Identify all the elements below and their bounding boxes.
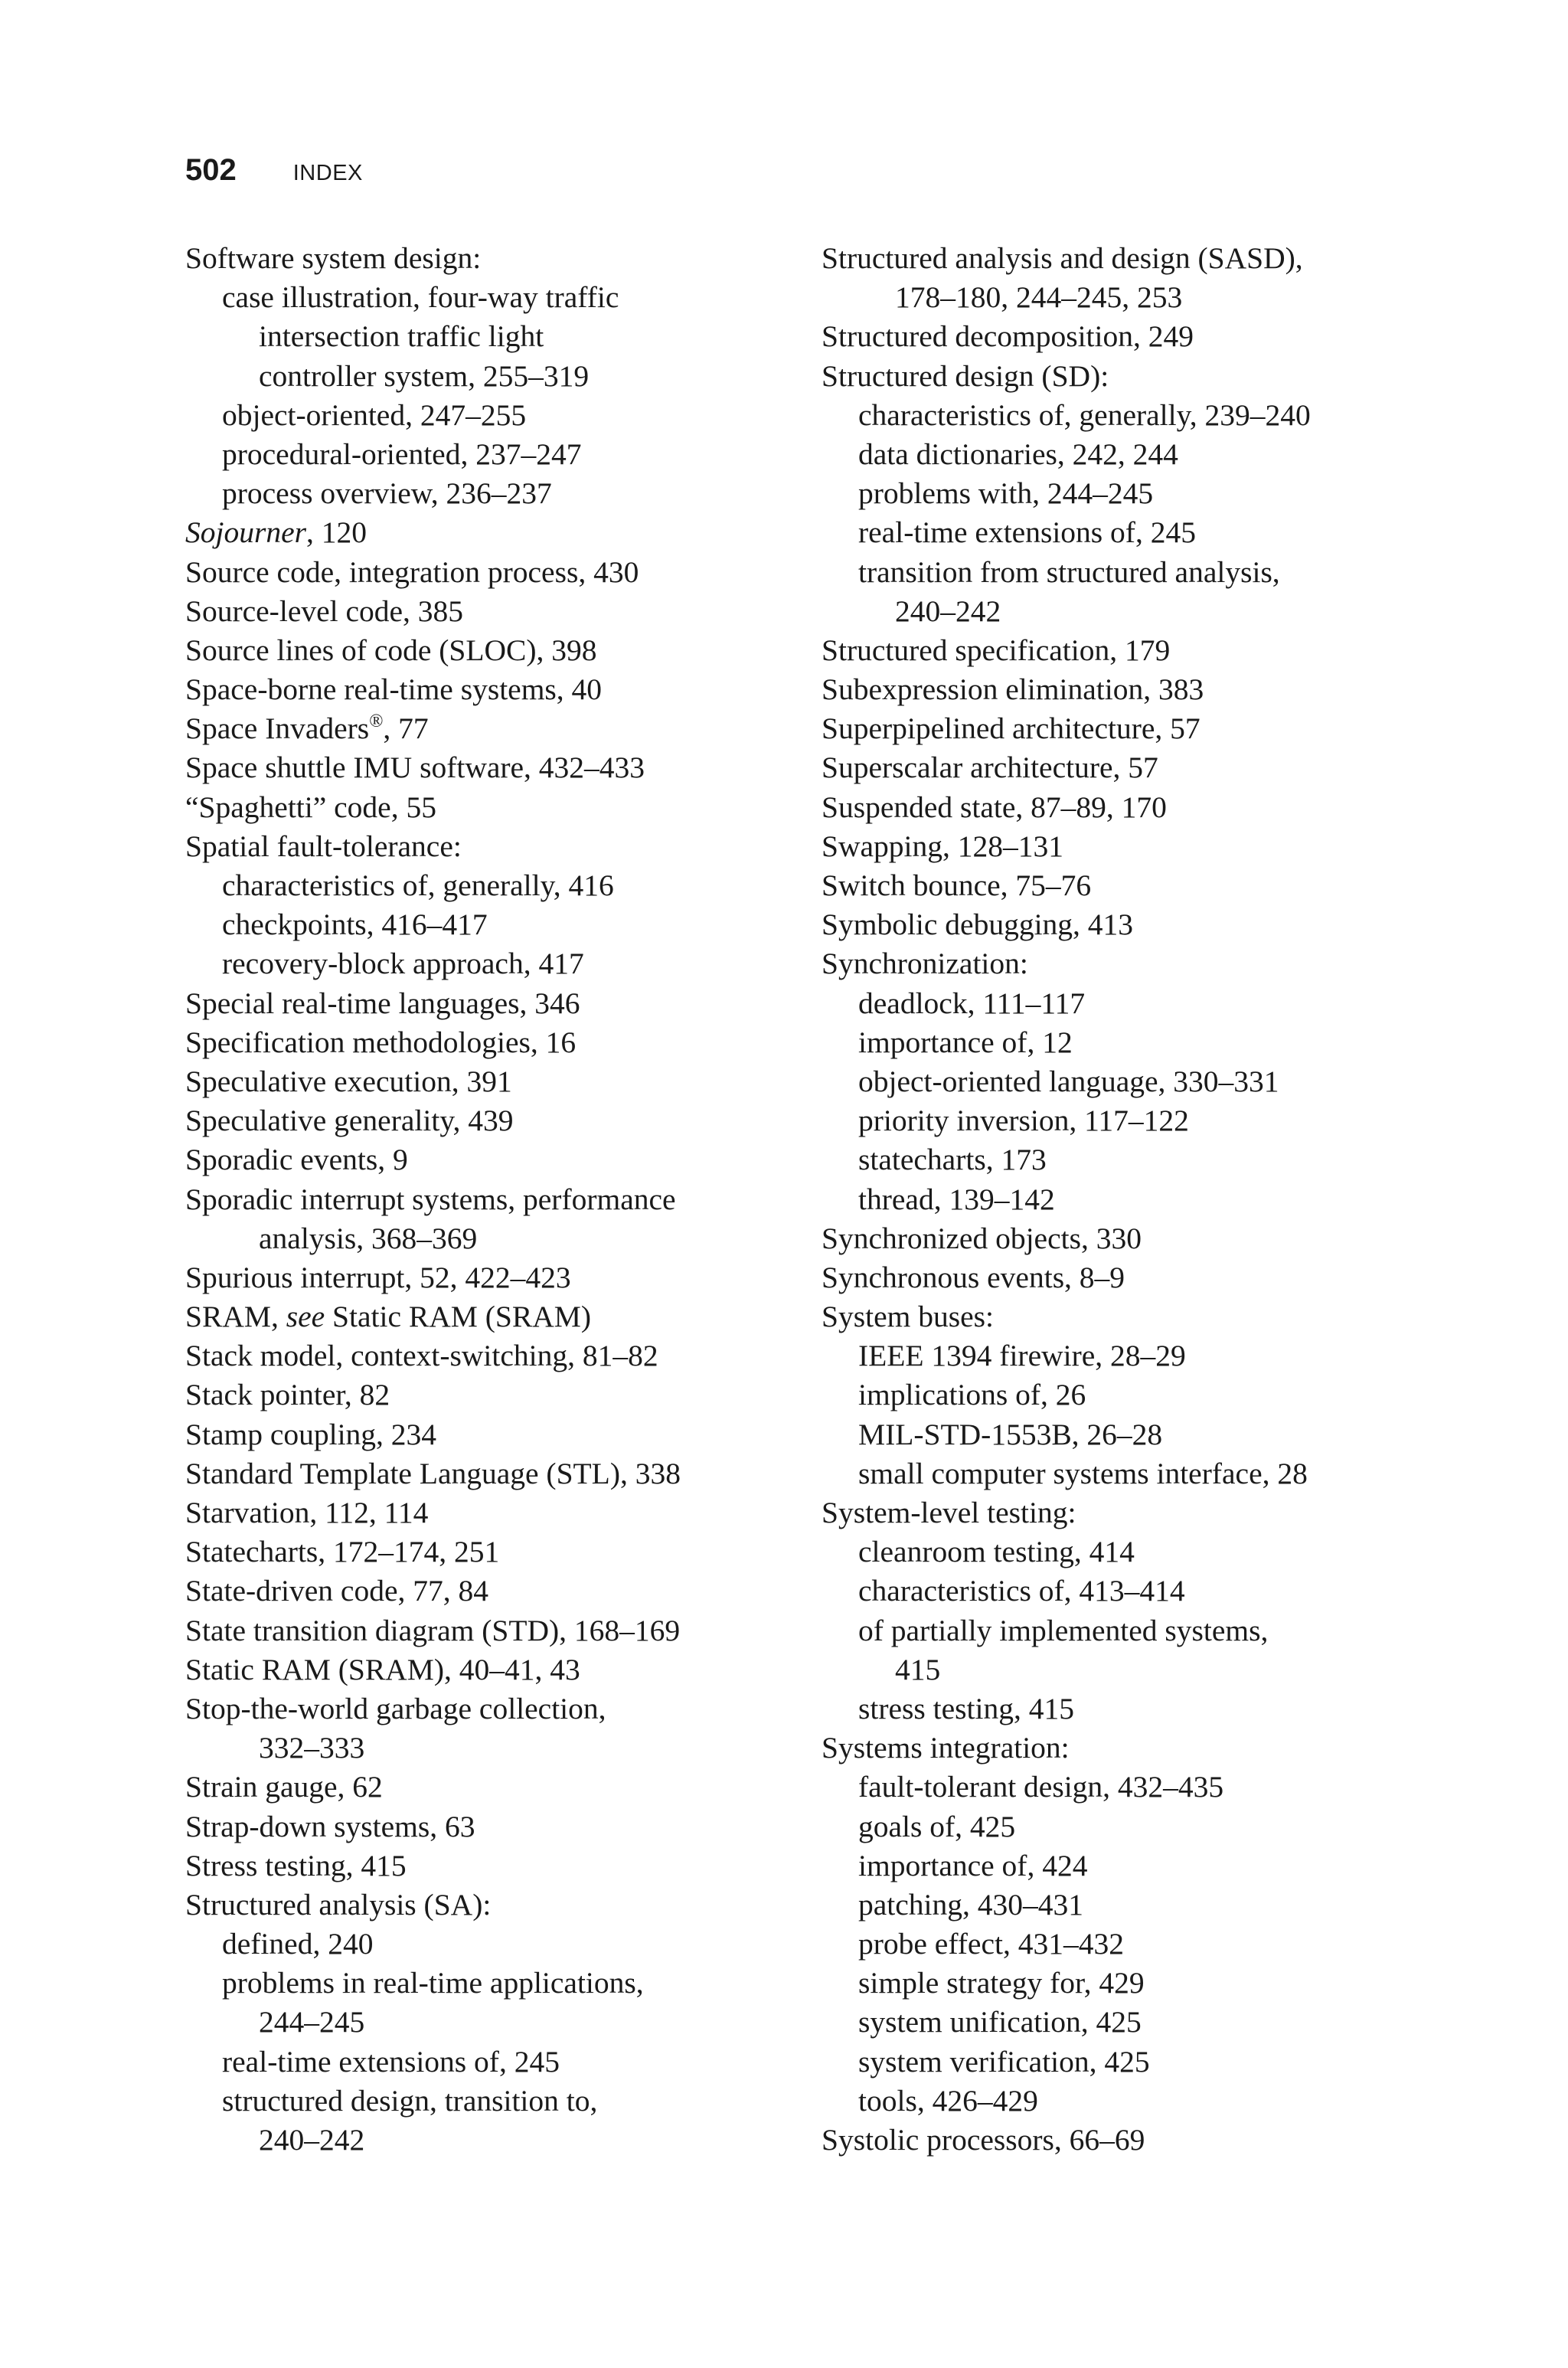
- index-entry-text: Systems integration:: [822, 1731, 1070, 1765]
- index-entry: [185, 1297, 782, 1336]
- index-entry: [185, 1964, 782, 2003]
- index-entry: [822, 2043, 1403, 2082]
- index-entry-text: Swapping, 128–131: [822, 829, 1063, 863]
- index-entry: [822, 1532, 1403, 1572]
- index-entry-text: Stop-the-world garbage collection,: [185, 1691, 606, 1725]
- index-entry: [185, 1729, 782, 1768]
- index-entry-text: cleanroom testing, 414: [858, 1535, 1135, 1569]
- index-entry-text: Spatial fault-tolerance:: [185, 829, 462, 863]
- index-entry-text: Special real-time languages, 346: [185, 986, 580, 1020]
- index-entry: [822, 1493, 1403, 1532]
- index-entry: [822, 1415, 1403, 1454]
- index-entry-text: characteristics of, generally, 239–240: [858, 397, 1311, 432]
- index-entry-text: process overview, 236–237: [222, 476, 552, 511]
- index-entry: [822, 1729, 1403, 1768]
- index-entry-text: real-time extensions of, 245: [222, 2044, 560, 2079]
- index-entry-text: Source code, integration process, 430: [185, 554, 639, 589]
- index-entry-text: State-driven code, 77, 84: [185, 1574, 488, 1608]
- index-entry-text: problems with, 244–245: [858, 476, 1154, 511]
- index-entry-text: Symbolic debugging, 413: [822, 908, 1134, 942]
- index-entry: [822, 1297, 1403, 1336]
- index-entry-text: simple strategy for, 429: [858, 1966, 1145, 2000]
- index-entry: [185, 1650, 782, 1689]
- index-entry: [822, 278, 1403, 317]
- index-entry: [185, 1062, 782, 1101]
- index-entry: [185, 748, 782, 787]
- index-entry-text: Space shuttle IMU software, 432–433: [185, 751, 645, 785]
- index-entry: [822, 1964, 1403, 2003]
- index-entry: [185, 1219, 782, 1258]
- index-entry-text: Stress testing, 415: [185, 1848, 407, 1882]
- index-entry-text: statecharts, 173: [858, 1143, 1047, 1177]
- index-entry: [822, 1336, 1403, 1375]
- index-entry: [185, 239, 782, 278]
- index-entry: [822, 866, 1403, 905]
- index-entry-text: system unification, 425: [858, 2005, 1142, 2039]
- index-entry: [822, 2003, 1403, 2042]
- index-entry-text: SRAM,: [185, 1300, 286, 1334]
- index-entry-text: Subexpression elimination, 383: [822, 672, 1204, 707]
- index-entry: [185, 1807, 782, 1846]
- page-number: 502: [185, 153, 237, 187]
- index-entry-text: Strain gauge, 62: [185, 1770, 383, 1804]
- index-entry: [822, 1768, 1403, 1807]
- index-entry: [822, 1925, 1403, 1964]
- index-entry: [185, 357, 782, 396]
- index-entry: [822, 2082, 1403, 2121]
- index-entry-see: see: [286, 1300, 325, 1334]
- index-entry-text: Stack pointer, 82: [185, 1378, 390, 1412]
- index-entry: [185, 2003, 782, 2042]
- index-entry: [185, 1925, 782, 1964]
- index-entry-text: , 77: [383, 711, 429, 746]
- index-entry: [185, 1768, 782, 1807]
- index-entry: [822, 357, 1403, 396]
- index-entry-text: 240–242: [895, 594, 1001, 628]
- index-entry-text: IEEE 1394 firewire, 28–29: [858, 1339, 1186, 1373]
- index-entry: [822, 944, 1403, 983]
- index-entry: [822, 1454, 1403, 1493]
- index-entry-text: Sporadic events, 9: [185, 1143, 408, 1177]
- index-entry-text: System-level testing:: [822, 1496, 1076, 1529]
- index-entry: [185, 905, 782, 944]
- index-entry: [822, 2121, 1403, 2160]
- index-entry-text: Structured decomposition, 249: [822, 319, 1194, 354]
- index-entry: [822, 1846, 1403, 1886]
- index-entry: [822, 1023, 1403, 1062]
- index-entry-text: importance of, 424: [858, 1848, 1088, 1882]
- index-entry: [822, 1101, 1403, 1140]
- index-entry: [822, 905, 1403, 944]
- index-entry-text: priority inversion, 117–122: [858, 1104, 1189, 1138]
- index-entry: [185, 2043, 782, 2082]
- index-entry-text: Space-borne real-time systems, 40: [185, 672, 603, 707]
- index-entry: [822, 1062, 1403, 1101]
- index-entry: [822, 984, 1403, 1023]
- index-entry: [185, 474, 782, 513]
- index-entry: [185, 435, 782, 474]
- index-entry: [185, 1336, 782, 1375]
- index-entry-text: small computer systems interface, 28: [858, 1456, 1308, 1490]
- index-entry: [185, 2082, 782, 2121]
- index-entry: [185, 1258, 782, 1297]
- index-entry-text: structured design, transition to,: [222, 2083, 598, 2118]
- index-entry-text: Structured analysis and design (SASD),: [822, 241, 1303, 275]
- index-entry-text: Systolic processors, 66–69: [822, 2123, 1145, 2157]
- index-entry-text: Synchronized objects, 330: [822, 1221, 1142, 1255]
- index-entry: [822, 827, 1403, 866]
- index-entry-text: Speculative execution, 391: [185, 1064, 512, 1098]
- index-column-right: [822, 239, 1403, 2160]
- index-entry-text: Stack model, context-switching, 81–82: [185, 1339, 658, 1373]
- index-entry-text: System buses:: [822, 1300, 994, 1334]
- index-entry-text: transition from structured analysis,: [858, 554, 1280, 589]
- index-entry: [822, 1375, 1403, 1415]
- index-entry: [185, 1023, 782, 1062]
- index-entry: [822, 513, 1403, 552]
- index-entry-text: 240–242: [259, 2123, 365, 2157]
- index-entry-text: implications of, 26: [858, 1378, 1086, 1412]
- index-entry: [822, 239, 1403, 278]
- index-entry: [185, 592, 782, 631]
- index-entry: [185, 1886, 782, 1925]
- index-entry: [822, 1611, 1403, 1650]
- index-entry-text: patching, 430–431: [858, 1887, 1084, 1922]
- index-entry-text: Stamp coupling, 234: [185, 1417, 437, 1451]
- index-entry-text: Standard Template Language (STL), 338: [185, 1456, 681, 1490]
- index-entry: [822, 1650, 1403, 1689]
- index-entry: [822, 1689, 1403, 1729]
- index-entry: [185, 1140, 782, 1179]
- index-entry-text: Sporadic interrupt systems, performance: [185, 1182, 676, 1216]
- index-entry-text: checkpoints, 416–417: [222, 908, 488, 942]
- index-entry: [185, 1415, 782, 1454]
- index-entry: [822, 1572, 1403, 1611]
- index-column-left: [185, 239, 782, 2160]
- index-entry: [185, 709, 782, 748]
- index-entry-text: analysis, 368–369: [259, 1221, 478, 1255]
- index-entry: [185, 1572, 782, 1611]
- index-entry: [822, 788, 1403, 827]
- index-entry-text: Strap-down systems, 63: [185, 1809, 475, 1843]
- index-entry-text: importance of, 12: [858, 1025, 1073, 1059]
- index-entry: [822, 1258, 1403, 1297]
- index-entry-text: Superpipelined architecture, 57: [822, 711, 1200, 746]
- index-entry-text: 244–245: [259, 2005, 365, 2039]
- index-entry-text: object-oriented language, 330–331: [858, 1064, 1279, 1098]
- index-entry: [185, 1532, 782, 1572]
- index-entry-text: Software system design:: [185, 241, 482, 275]
- index-entry-text: Speculative generality, 439: [185, 1104, 514, 1138]
- index-entry-text: Synchronization:: [822, 947, 1028, 981]
- index-entry: [822, 317, 1403, 356]
- index-entry: [822, 1140, 1403, 1179]
- index-entry-text: recovery-block approach, 417: [222, 947, 584, 981]
- index-entry-text: of partially implemented systems,: [858, 1613, 1269, 1647]
- index-entry-text: thread, 139–142: [858, 1182, 1055, 1216]
- index-entry: [185, 944, 782, 983]
- index-entry: [185, 317, 782, 356]
- index-entry-text: real-time extensions of, 245: [858, 515, 1196, 550]
- index-entry: [185, 670, 782, 709]
- index-entry-text: defined, 240: [222, 1927, 374, 1961]
- index-entry-text: , 120: [306, 515, 367, 550]
- index-entry-text: Static RAM (SRAM), 40–41, 43: [185, 1652, 580, 1686]
- index-entry-text: 178–180, 244–245, 253: [895, 280, 1183, 315]
- index-entry: [185, 1611, 782, 1650]
- index-entry: [185, 1101, 782, 1140]
- registered-mark: ®: [369, 711, 384, 732]
- index-entry-text: Superscalar architecture, 57: [822, 751, 1158, 785]
- page-header: [185, 153, 363, 199]
- index-entry: [822, 592, 1403, 631]
- index-entry-text: Spurious interrupt, 52, 422–423: [185, 1260, 571, 1294]
- index-entry: [185, 1180, 782, 1219]
- index-entry-text: MIL-STD-1553B, 26–28: [858, 1417, 1163, 1451]
- index-entry: [185, 553, 782, 592]
- index-entry-text: problems in real-time applications,: [222, 1966, 644, 2000]
- index-entry: [822, 474, 1403, 513]
- index-entry-text: characteristics of, 413–414: [858, 1574, 1185, 1608]
- index-entry-text: 332–333: [259, 1731, 365, 1765]
- index-entry: [822, 631, 1403, 670]
- index-entry-text: State transition diagram (STD), 168–169: [185, 1613, 681, 1647]
- index-entry-text: Switch bounce, 75–76: [822, 868, 1092, 902]
- index-entry: [185, 278, 782, 317]
- index-entry-text: Suspended state, 87–89, 170: [822, 790, 1167, 824]
- index-entry-text: object-oriented, 247–255: [222, 397, 527, 432]
- index-entry-text: procedural-oriented, 237–247: [222, 437, 582, 471]
- running-head: INDEX: [292, 161, 363, 185]
- index-entry-text: probe effect, 431–432: [858, 1927, 1124, 1961]
- index-entry: [822, 1886, 1403, 1925]
- index-entry: [185, 631, 782, 670]
- index-entry-text: data dictionaries, 242, 244: [858, 437, 1178, 471]
- index-entry: [185, 866, 782, 905]
- index-entry-text: deadlock, 111–117: [858, 986, 1086, 1020]
- index-entry-text: goals of, 425: [858, 1809, 1016, 1843]
- index-entry: [185, 513, 782, 552]
- index-entry-text: controller system, 255–319: [259, 358, 590, 393]
- index-entry: [822, 1219, 1403, 1258]
- index-entry-text: 415: [895, 1652, 941, 1686]
- index-entry-text: fault-tolerant design, 432–435: [858, 1770, 1224, 1804]
- index-entry: [822, 435, 1403, 474]
- index-entry-text: Structured specification, 179: [822, 633, 1171, 667]
- index-entry-italic: Sojourner: [185, 515, 306, 550]
- index-entry: [185, 827, 782, 866]
- index-entry: [185, 396, 782, 435]
- index-entry-text: Structured analysis (SA):: [185, 1887, 492, 1922]
- index-entry-text: Source lines of code (SLOC), 398: [185, 633, 597, 667]
- index-entry-text: Starvation, 112, 114: [185, 1496, 429, 1529]
- index-entry-text: Static RAM (SRAM): [325, 1300, 591, 1334]
- index-entry-text: characteristics of, generally, 416: [222, 868, 614, 902]
- index-entry: [185, 984, 782, 1023]
- index-entry: [185, 788, 782, 827]
- index-entry-text: “Spaghetti” code, 55: [185, 790, 436, 824]
- index-entry: [822, 709, 1403, 748]
- index-entry: [185, 1846, 782, 1886]
- index-entry-text: intersection traffic light: [259, 319, 544, 354]
- index-entry: [822, 1807, 1403, 1846]
- index-entry-text: system verification, 425: [858, 2044, 1150, 2079]
- index-entry-text: Specification methodologies, 16: [185, 1025, 577, 1059]
- index-entry-text: Source-level code, 385: [185, 594, 464, 628]
- index-entry-text: case illustration, four-way traffic: [222, 280, 619, 315]
- index-entry: [185, 1454, 782, 1493]
- index-entry-text: tools, 426–429: [858, 2083, 1038, 2118]
- index-entry-text: stress testing, 415: [858, 1691, 1074, 1725]
- index-entry: [822, 670, 1403, 709]
- index-entry: [822, 1180, 1403, 1219]
- index-entry: [185, 1493, 782, 1532]
- index-entry-text: Statecharts, 172–174, 251: [185, 1535, 500, 1569]
- index-entry: [822, 396, 1403, 435]
- index-entry-text: Structured design (SD):: [822, 358, 1109, 393]
- index-entry: [185, 1375, 782, 1415]
- index-entry: [822, 553, 1403, 592]
- index-entry-text: Space Invaders: [185, 711, 370, 746]
- index-entry: [822, 748, 1403, 787]
- index-entry-text: Synchronous events, 8–9: [822, 1260, 1125, 1294]
- index-entry: [185, 1689, 782, 1729]
- index-entry: [185, 2121, 782, 2160]
